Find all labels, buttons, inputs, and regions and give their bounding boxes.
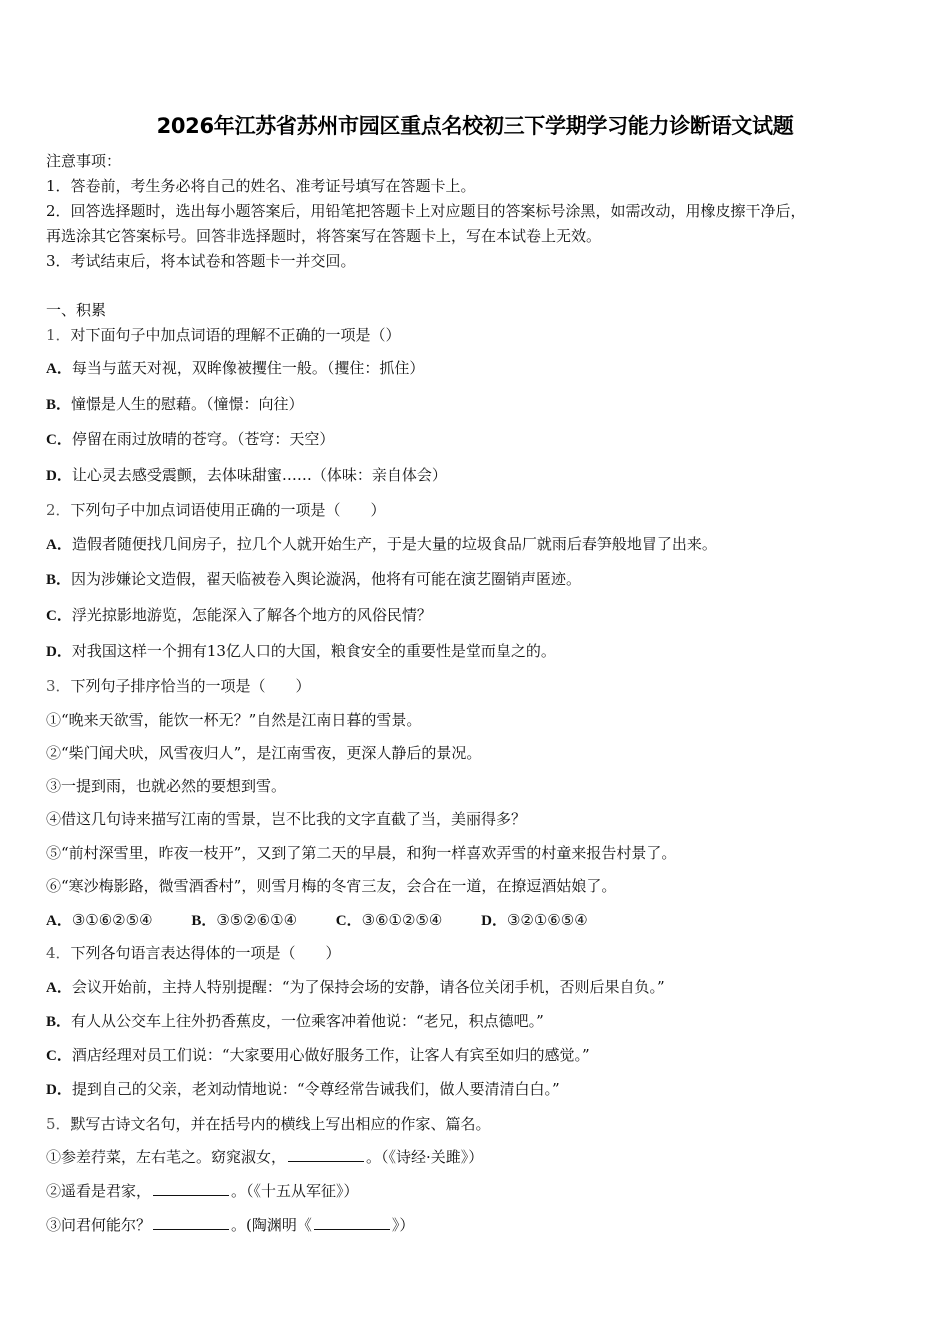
option-letter: C． <box>46 432 72 448</box>
page-title: 2026年江苏省苏州市园区重点名校初三下学期学习能力诊断语文试题 <box>156 114 794 138</box>
fill-source: 。（《诗经·关雎》） <box>366 1148 484 1166</box>
option-b <box>46 569 581 590</box>
option-text: 每当与蓝天对视，双眸像被攫住一般。（攫住：抓住） <box>71 359 425 377</box>
option-c <box>46 429 334 450</box>
option-a <box>46 534 717 555</box>
question-stem: 对下面句子中加点词语的理解不正确的一项是（） <box>70 326 401 344</box>
option-letter: A． <box>46 537 72 553</box>
answer-blank[interactable] <box>153 1181 229 1196</box>
option-d <box>46 641 556 662</box>
sentence-1: ①“晚来天欲雪，能饮一杯无？”自然是江南日暮的雪景。 <box>46 711 422 729</box>
option-text: ③②①⑥⑤④ <box>506 911 588 929</box>
question-1 <box>46 325 401 345</box>
sentence-6: ⑥“寒沙梅影路，微雪酒香村”，则雪月梅的冬宵三友，会合在一道，在撩逗酒姑娘了。 <box>46 877 617 895</box>
question-5 <box>46 1114 491 1134</box>
question-number: 1． <box>46 326 71 344</box>
notice-item: 2．回答选择题时，选出每小题答案后，用铅笔把答题卡上对应题目的答案标号涂黑，如需改动，用橡皮擦干净后， <box>46 202 806 220</box>
option-letter: B． <box>46 397 72 413</box>
fill-source: 。（《十五从军征》） <box>231 1182 359 1200</box>
option-text: 酒店经理对员工们说：“大家要用心做好服务工作，让客人有宾至如归的感觉。” <box>71 1046 590 1064</box>
fill-text: ③问君何能尔？ <box>46 1216 152 1234</box>
question-number: 3． <box>46 677 71 695</box>
answer-blank[interactable] <box>288 1147 364 1162</box>
sentence-3: ③一提到雨，也就必然的要想到雪。 <box>46 777 287 795</box>
option-c <box>46 1045 590 1066</box>
option-d <box>46 465 447 486</box>
fill-text: ①参差荇菜，左右芼之。窈窕淑女， <box>46 1148 287 1166</box>
section-heading: 一、积累 <box>46 301 107 319</box>
option-a <box>46 977 665 998</box>
option-text: ③⑤②⑥①④ <box>216 911 298 929</box>
fill-item-1 <box>46 1147 483 1167</box>
option-letter: A． <box>46 913 72 929</box>
fill-text: ②遥看是君家， <box>46 1182 152 1200</box>
option-text: 会议开始前，主持人特别提醒：“为了保持会场的安静，请各位关闭手机，否则后果自负。” <box>71 978 665 996</box>
title-blank[interactable] <box>314 1215 390 1230</box>
sentence-2: ②“柴门闻犬吠，风雪夜归人”，是江南雪夜，更深人静后的景况。 <box>46 744 482 762</box>
option-text: 憧憬是人生的慰藉。（憧憬：向往） <box>71 395 304 413</box>
question-stem: 默写古诗文名句，并在括号内的横线上写出相应的作家、篇名。 <box>70 1115 491 1133</box>
option-letter: C． <box>46 608 72 624</box>
option-letter: A． <box>46 980 72 996</box>
option-a <box>46 358 424 379</box>
choice-c <box>336 910 443 931</box>
order-choices <box>46 910 622 931</box>
option-d <box>46 1079 560 1100</box>
sentence-4: ④借这几句诗来描写江南的雪景，岂不比我的文字直截了当，美丽得多？ <box>46 810 527 828</box>
notice-item: 3．考试结束后，将本试卷和答题卡一并交回。 <box>46 252 356 270</box>
option-letter: A． <box>46 361 72 377</box>
sentence-5: ⑤“前村深雪里，昨夜一枝开”，又到了第二天的早晨，和狗一样喜欢弄雪的村童来报告村景了。 <box>46 844 677 862</box>
option-letter: D． <box>46 468 72 484</box>
fill-source: 。(陶渊明《 <box>231 1216 312 1234</box>
choice-d <box>481 910 588 931</box>
question-stem: 下列各句语言表达得体的一项是（ ） <box>70 944 341 962</box>
option-letter: C． <box>46 1048 72 1064</box>
question-3 <box>46 676 311 696</box>
question-4 <box>46 943 341 963</box>
option-text: 有人从公交车上往外扔香蕉皮，一位乘客冲着他说：“老兄，积点德吧。” <box>71 1012 544 1030</box>
option-letter: D． <box>481 913 507 929</box>
option-letter: B． <box>46 572 72 588</box>
option-text: ③①⑥②⑤④ <box>71 911 153 929</box>
answer-blank[interactable] <box>153 1215 229 1230</box>
choice-a <box>46 910 153 931</box>
option-text: 停留在雨过放晴的苍穹。（苍穹：天空） <box>71 430 335 448</box>
fill-source-end: 》） <box>391 1216 415 1234</box>
option-text: 对我国这样一个拥有13亿人口的大国，粮食安全的重要性是堂而皇之的。 <box>71 642 556 660</box>
fill-item-3 <box>46 1215 414 1235</box>
option-text: 提到自己的父亲，老刘动情地说：“令尊经常告诫我们，做人要清清白白。” <box>71 1080 560 1098</box>
option-text: ③⑥①②⑤④ <box>361 911 443 929</box>
question-number: 5． <box>46 1115 71 1133</box>
option-c <box>46 605 432 626</box>
choice-b <box>191 910 297 931</box>
option-text: 造假者随便找几间房子，拉几个人就开始生产，于是大量的垃圾食品厂就雨后春笋般地冒了出来。 <box>71 535 717 553</box>
option-letter: B． <box>191 913 217 929</box>
question-number: 4． <box>46 944 71 962</box>
option-letter: B． <box>46 1014 72 1030</box>
option-text: 浮光掠影地游览，怎能深入了解各个地方的风俗民情？ <box>71 606 432 624</box>
option-letter: D． <box>46 1082 72 1098</box>
fill-item-2 <box>46 1181 359 1201</box>
notice-heading: 注意事项： <box>46 152 122 170</box>
option-b <box>46 1011 544 1032</box>
option-text: 让心灵去感受震颤，去体味甜蜜……（体味：亲自体会） <box>71 466 447 484</box>
question-2 <box>46 500 386 520</box>
option-letter: C． <box>335 913 362 929</box>
question-stem: 下列句子排序恰当的一项是（ ） <box>70 677 311 695</box>
question-stem: 下列句子中加点词语使用正确的一项是（ ） <box>70 501 386 519</box>
option-text: 因为涉嫌论文造假，翟天临被卷入舆论漩涡，他将有可能在演艺圈销声匿迹。 <box>71 570 582 588</box>
question-number: 2． <box>46 501 71 519</box>
option-b <box>46 394 304 415</box>
option-letter: D． <box>46 644 72 660</box>
notice-item: 再选涂其它答案标号。回答非选择题时，将答案写在答题卡上，写在本试卷上无效。 <box>46 227 602 245</box>
notice-item: 1．答卷前，考生务必将自己的姓名、准考证号填写在答题卡上。 <box>46 177 476 195</box>
